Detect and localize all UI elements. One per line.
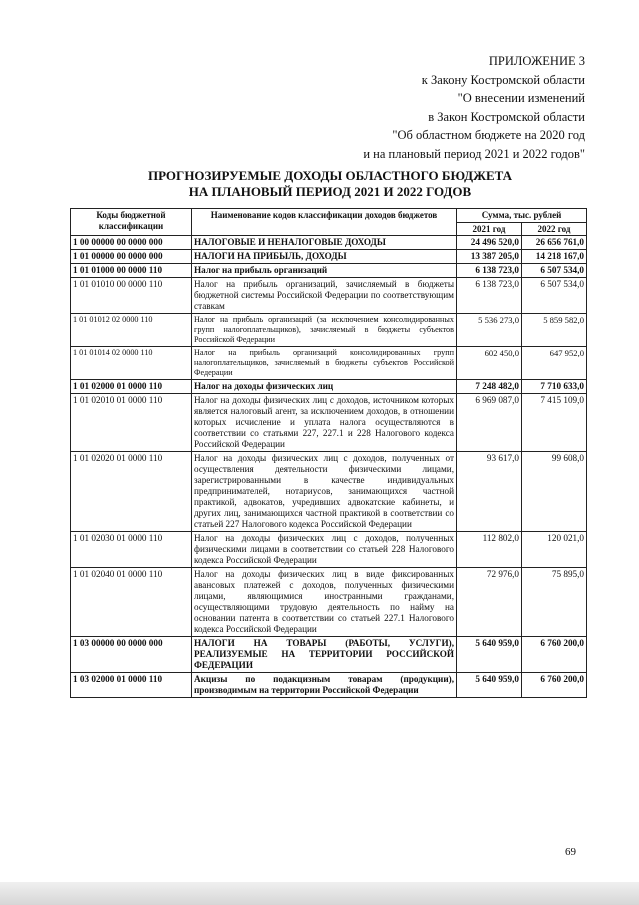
table-row [71,380,587,394]
row-code: 1 01 01012 02 0000 110 [71,314,192,347]
row-2021: 5 640 959,0 [457,673,522,698]
title-line-1: ПРОГНОЗИРУЕМЫЕ ДОХОДЫ ОБЛАСТНОГО БЮДЖЕТА [147,168,513,183]
row-code: 1 01 02000 01 0000 110 [71,380,192,394]
row-code: 1 01 01010 00 0000 110 [71,278,192,314]
title-line-2: НА ПЛАНОВЫЙ ПЕРИОД 2021 И 2022 ГОДОВ [188,184,472,199]
row-2021: 93 617,0 [457,452,522,532]
row-2021: 602 450,0 [457,347,522,380]
appendix-header [255,52,585,163]
header-2021: 2021 год [457,222,522,236]
header-2022: 2022 год [522,222,587,236]
row-2021: 5 640 959,0 [457,637,522,673]
table-row [71,278,587,314]
row-2021: 112 802,0 [457,532,522,568]
row-code: 1 01 02020 01 0000 110 [71,452,192,532]
table-row [71,250,587,264]
row-name: НАЛОГИ НА ТОВАРЫ (РАБОТЫ, УСЛУГИ), РЕАЛИЗУЕМЫЕ НА ТЕРРИТОРИИ РОССИЙСКОЙ ФЕДЕРАЦИИ [192,637,457,673]
row-2021: 6 138 723,0 [457,278,522,314]
row-code: 1 01 02010 01 0000 110 [71,394,192,452]
row-name: Налог на доходы физических лиц [192,380,457,394]
row-2021: 13 387 205,0 [457,250,522,264]
row-name: Акцизы по подакцизным товарам (продукции), производимым на территории Российской Федерации [192,673,457,698]
row-2022: 7 710 633,0 [522,380,587,394]
table-row [71,236,587,250]
row-2021: 72 976,0 [457,568,522,637]
row-2022: 75 895,0 [522,568,587,637]
header-name: Наименование кодов классификации доходов бюджетов [192,209,457,236]
row-name: Налог на доходы физических лиц с доходов, полученных физическими лицами в соответствии со статьей 228 Налогового кодекса Российской Федерации [192,532,457,568]
row-2022: 5 859 582,0 [522,314,587,347]
row-2022: 120 021,0 [522,532,587,568]
row-name: Налог на доходы физических лиц в виде фиксированных авансовых платежей с доходов, полученных физическими лицами, являющимися иностранными гражданами, осуществляющими трудовую деятельность по найму на основании патента в соответствии со статьей 227.1 Налогового кодекса Российской Федерации [192,568,457,637]
row-code: 1 01 01000 00 0000 110 [71,264,192,278]
row-2021: 6 969 087,0 [457,394,522,452]
row-2021: 6 138 723,0 [457,264,522,278]
row-code: 1 03 00000 00 0000 000 [71,637,192,673]
row-name: Налог на прибыль организаций (за исключением консолидированных групп налогоплательщиков), зачисляемый в бюджеты субъектов Российской Федерации [192,314,457,347]
table-row [71,347,587,380]
row-code: 1 01 01014 02 0000 110 [71,347,192,380]
table-row [71,568,587,637]
row-2021: 5 536 273,0 [457,314,522,347]
scan-edge [0,882,639,905]
header-code: Коды бюджетной классификации [71,209,192,236]
table-row [71,673,587,698]
row-name: НАЛОГИ НА ПРИБЫЛЬ, ДОХОДЫ [192,250,457,264]
row-code: 1 01 02040 01 0000 110 [71,568,192,637]
table-row [71,452,587,532]
row-code: 1 00 00000 00 0000 000 [71,236,192,250]
header-sum: Сумма, тыс. рублей [457,209,587,223]
row-name: Налог на прибыль организаций консолидированных групп налогоплательщиков, зачисляемый в бюджеты субъектов Российской Федерации [192,347,457,380]
row-2022: 6 507 534,0 [522,278,587,314]
row-2022: 647 952,0 [522,347,587,380]
document-title [70,168,590,200]
appendix-line: ПРИЛОЖЕНИЕ 3 [488,54,585,68]
table-row [71,394,587,452]
appendix-line: "Об областном бюджете на 2020 год [392,128,585,142]
row-2022: 6 760 200,0 [522,637,587,673]
row-name: Налог на прибыль организаций, зачисляемый в бюджеты бюджетной системы Российской Федерации по соответствующим ставкам [192,278,457,314]
row-2022: 6 760 200,0 [522,673,587,698]
table-row [71,532,587,568]
row-name: НАЛОГОВЫЕ И НЕНАЛОГОВЫЕ ДОХОДЫ [192,236,457,250]
appendix-line: и на плановый период 2021 и 2022 годов" [363,146,585,161]
table-row [71,314,587,347]
row-2022: 14 218 167,0 [522,250,587,264]
table-row [71,264,587,278]
row-name: Налог на прибыль организаций [192,264,457,278]
revenue-table [70,208,587,698]
row-2021: 24 496 520,0 [457,236,522,250]
row-name: Налог на доходы физических лиц с доходов, полученных от осуществления деятельности физическими лицами, зарегистрированными в качестве индивидуальных предпринимателей, нотариусов, занимающихся частной практикой, адвокатов, учредивших адвокатские кабинеты, и других лиц, занимающихся частной практикой в соответствии со статьей 227 Налогового кодекса Российской Федерации [192,452,457,532]
appendix-line: в Закон Костромской области [428,109,585,124]
row-code: 1 01 00000 00 0000 000 [71,250,192,264]
appendix-line: "О внесении изменений [457,91,585,105]
page-number: 69 [565,846,576,858]
row-code: 1 01 02030 01 0000 110 [71,532,192,568]
row-2022: 7 415 109,0 [522,394,587,452]
row-2022: 6 507 534,0 [522,264,587,278]
row-2021: 7 248 482,0 [457,380,522,394]
row-2022: 26 656 761,0 [522,236,587,250]
row-2022: 99 608,0 [522,452,587,532]
table-row [71,637,587,673]
row-name: Налог на доходы физических лиц с доходов, источником которых является налоговый агент, за исключением доходов, в отношении которых исчисление и уплата налога осуществляются в соответствии со статьями 227, 227.1 и 228 Налогового кодекса Российской Федерации [192,394,457,452]
row-code: 1 03 02000 01 0000 110 [71,673,192,698]
appendix-line: к Закону Костромской области [421,72,585,87]
